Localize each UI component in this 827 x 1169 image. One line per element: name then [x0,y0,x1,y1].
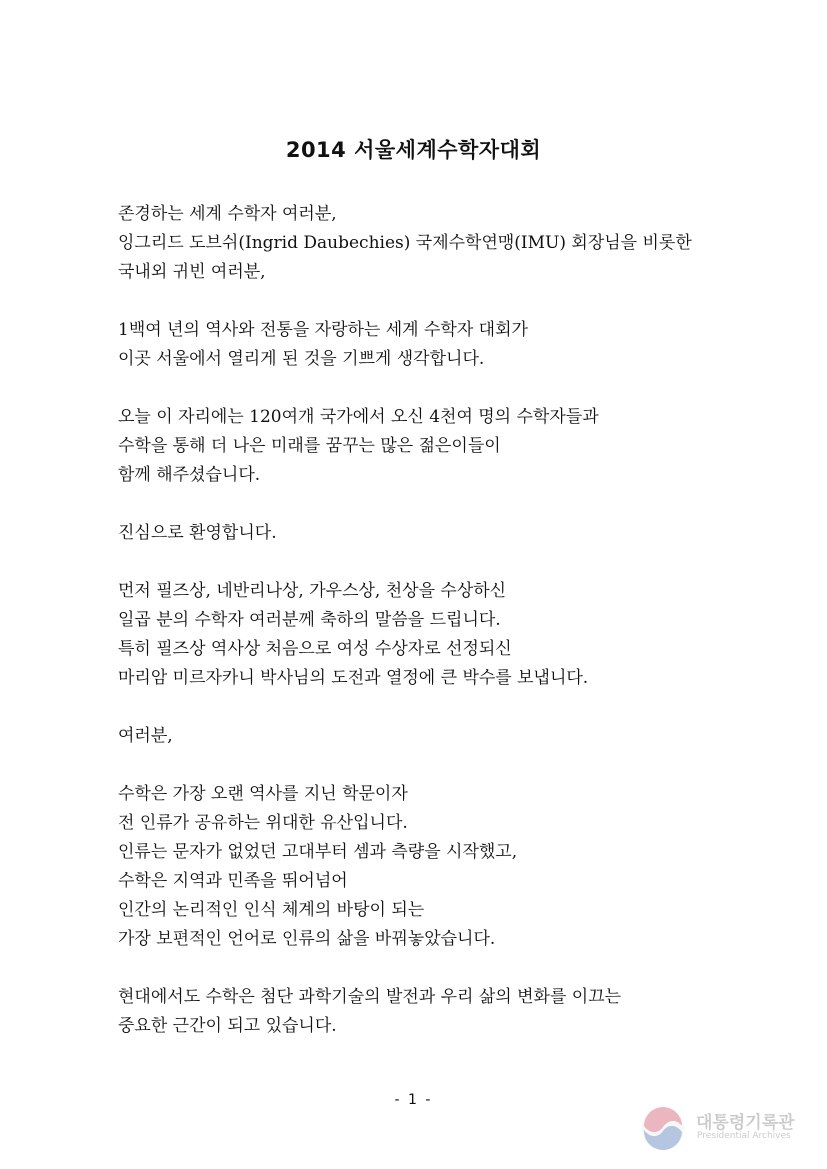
paragraph [118,983,738,1041]
text-line: 함께 해주셨습니다. [118,465,261,485]
paragraph [118,577,738,693]
text-line: 중요한 근간이 되고 있습니다. [118,1016,337,1036]
text-line: 오늘 이 자리에는 120여개 국가에서 오신 4천여 명의 수학자들과 [118,407,599,427]
text-line: 마리암 미르자카니 박사님의 도전과 열정에 큰 박수를 보냅니다. [118,668,589,688]
text-line: 수학을 통해 더 나은 미래를 꿈꾸는 많은 젊은이들이 [118,436,501,456]
text-line: 국내외 귀빈 여러분, [118,262,266,282]
text-line: 일곱 분의 수학자 여러분께 축하의 말씀을 드립니다. [118,610,501,630]
paragraph [118,403,738,490]
text-line: 존경하는 세계 수학자 여러분, [118,204,337,224]
archive-watermark [640,1104,810,1152]
text-line: 특히 필즈상 역사상 처음으로 여성 수상자로 선정되신 [118,639,512,659]
paragraph [118,722,738,751]
text-line: 수학은 가장 오랜 역사를 지닌 학문이자 [118,784,408,804]
document-title: 2014 서울세계수학자대회 [285,138,542,162]
text-line: 이곳 서울에서 열리게 된 것을 기쁘게 생각합니다. [118,349,485,369]
text-line: 진심으로 환영합니다. [118,523,277,543]
text-line: 인간의 논리적인 인식 체계의 바탕이 되는 [118,900,425,920]
text-line: 수학은 지역과 민족을 뛰어넘어 [118,871,348,891]
page-number: - 1 - [394,1092,433,1108]
text-line: 인류는 문자가 없었던 고대부터 셈과 측량을 시작했고, [118,842,518,862]
paragraph [118,519,738,548]
text-line: 여러분, [118,726,173,746]
paragraph [118,780,738,954]
text-line: 전 인류가 공유하는 위대한 유산입니다. [118,813,408,833]
archive-subtitle: Presidential Archives [697,1131,791,1141]
text-line: 잉그리드 도브쉬(Ingrid Daubechies) 국제수학연맹(IMU) 회장님을 비롯한 [118,233,692,253]
archive-name: 대통령기록관 [696,1113,795,1133]
text-line: 현대에서도 수학은 첨단 과학기술의 발전과 우리 삶의 변화를 이끄는 [118,987,622,1007]
document-body [118,200,738,1070]
text-line: 1백여 년의 역사와 전통을 자랑하는 세계 수학자 대회가 [118,320,528,340]
paragraph [118,316,738,374]
text-line: 가장 보편적인 언어로 인류의 삶을 바꿔놓았습니다. [118,929,496,949]
paragraph [118,200,738,287]
archive-logo-icon [640,1106,686,1152]
text-line: 먼저 필즈상, 네반리나상, 가우스상, 천상을 수상하신 [118,581,507,601]
